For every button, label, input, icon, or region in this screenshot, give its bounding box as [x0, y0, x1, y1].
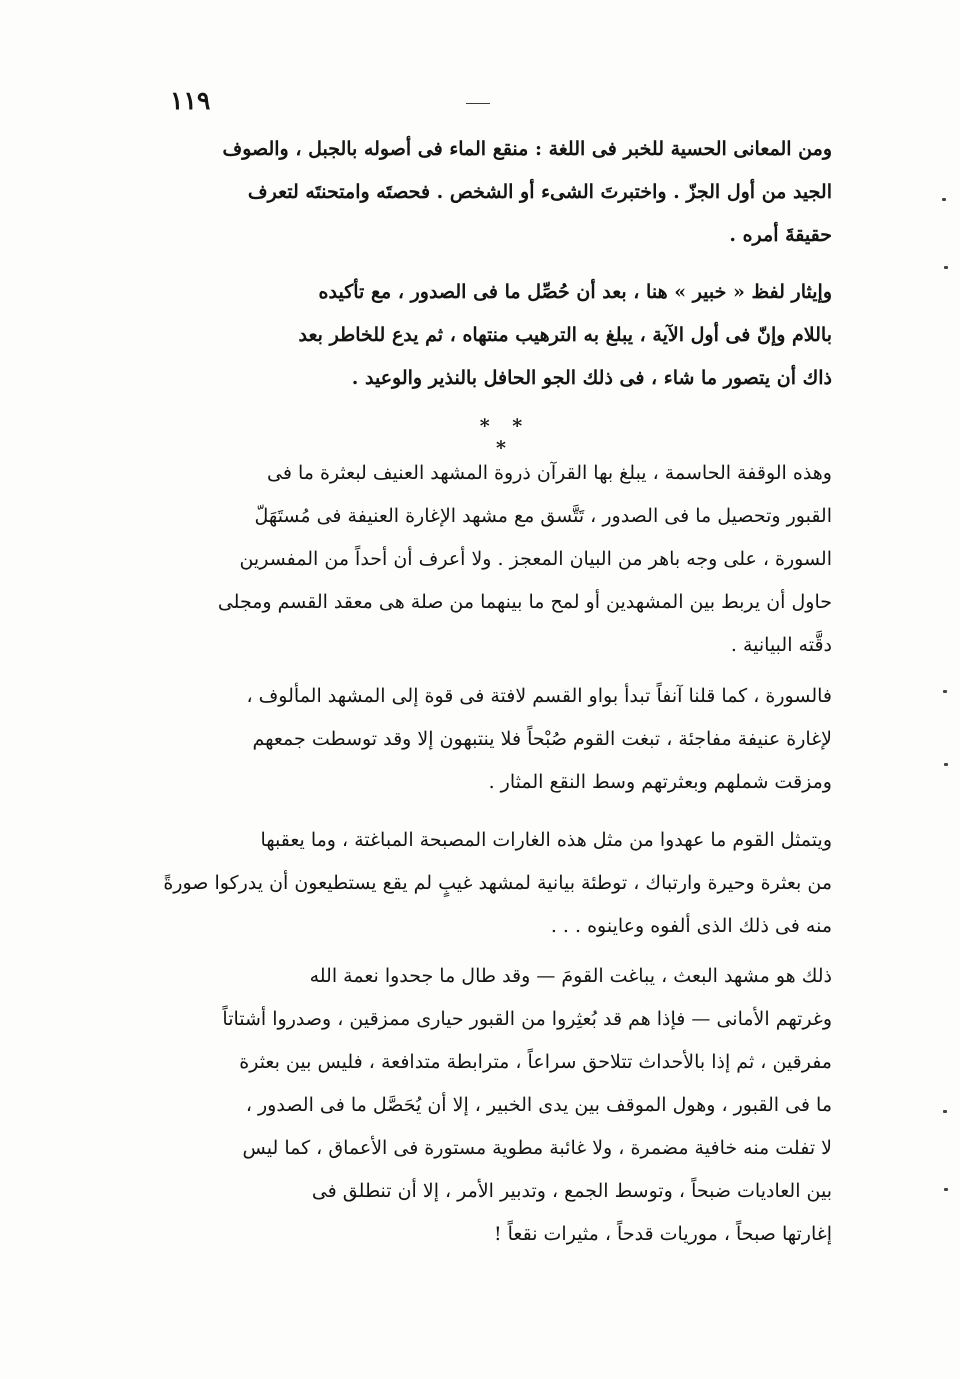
- text-line: ما فى القبور ، وهول الموقف بين يدى الخبير ، إلا أن يُحَصَّل ما فى الصدور ،: [245, 1094, 832, 1116]
- text-line: لا تفلت منه خافية مضمرة ، ولا غائبة مطوية مستورة فى الأعماق ، كما ليس: [242, 1137, 832, 1159]
- text-line: مفرقين ، ثم إذا بالأحداث تتلاحق سراعاً ، مترابطة متدافعة ، فليس بين بعثرة: [239, 1051, 832, 1073]
- header-rule: [466, 103, 490, 104]
- paragraph-5: [160, 819, 832, 948]
- text-line: لإغارة عنيفة مفاجئة ، تبغت القوم صُبْحاً فلا ينتبهون إلا وقد توسطت جمعهم: [252, 728, 832, 750]
- text-line: من بعثرة وحيرة وارتباك ، توطئة بيانية لمشهد غيبٍ لم يقع يستطيعون أن يدركوا صورةً: [163, 872, 832, 894]
- margin-speck: [944, 266, 948, 269]
- text-line: فالسورة ، كما قلنا آنفاً تبدأ بواو القسم لافتة فى قوة إلى المشهد المألوف ،: [246, 685, 832, 707]
- section-separator: * * *: [479, 415, 531, 459]
- paragraph-1: [160, 128, 832, 257]
- margin-speck: [944, 763, 948, 766]
- text-line: إغارتها صبحاً ، موريات قدحاً ، مثيرات نقعاً !: [493, 1223, 832, 1245]
- text-line: القبور وتحصيل ما فى الصدور ، تَتَّسق مع مشهد الإغارة العنيفة فى مُستَهَلّ: [254, 505, 832, 527]
- text-line: منه فى ذلك الذى ألفوه وعاينوه . . .: [550, 915, 832, 937]
- text-line: ومن المعانى الحسية للخبر فى اللغة : منقع الماء فى أصوله بالجبل ، والصوف: [222, 138, 832, 160]
- text-line: وهذه الوقفة الحاسمة ، يبلغ بها القرآن ذروة المشهد العنيف لبعثرة ما فى: [267, 462, 832, 484]
- text-line: باللام وإنّ فى أول الآية ، يبلغ به الترهيب منتهاه ، ثم يدع للخاطر بعد: [298, 324, 832, 346]
- margin-speck: [943, 690, 947, 693]
- paragraph-2: [160, 271, 832, 400]
- page-number: ١١٩: [170, 86, 211, 115]
- text-line: حاول أن يربط بين المشهدين أو لمح ما بينهما من صلة هى معقد القسم ومجلى: [217, 591, 832, 613]
- text-line: دقَّته البيانية .: [730, 634, 832, 656]
- margin-speck: [943, 1110, 947, 1113]
- text-line: وغرتهم الأمانى — فإذا هم قد بُعثِروا من القبور حيارى ممزقين ، وصدروا أشتاتاً: [222, 1008, 832, 1030]
- text-line: بين العاديات ضبحاً ، وتوسط الجمع ، وتدبير الأمر ، إلا أن تنطلق فى: [311, 1180, 832, 1202]
- paragraph-3: [160, 452, 832, 667]
- text-line: ذلك هو مشهد البعث ، يباغت القومَ — وقد طال ما جحدوا نعمة الله: [309, 965, 832, 987]
- text-line: ذاك أن يتصور ما شاء ، فى ذلك الجو الحافل بالنذير والوعيد .: [351, 367, 832, 389]
- margin-speck: [942, 198, 946, 201]
- text-line: الجيد من أول الجزّ . واختبرتَ الشىء أو الشخص . فحصتَه وامتحنتَه لتعرف: [247, 181, 832, 203]
- paragraph-6: [160, 955, 832, 1256]
- text-line: ومزقت شملهم وبعثرتهم وسط النقع المثار .: [488, 771, 832, 793]
- text-line: السورة ، على وجه باهر من البيان المعجز . ولا أعرف أن أحداً من المفسرين: [239, 548, 832, 570]
- margin-speck: [944, 1188, 948, 1191]
- text-line: وإيثار لفظ « خبير » هنا ، بعد أن حُصِّل ما فى الصدور ، مع تأكيده: [318, 281, 832, 303]
- text-line: حقيقةَ أمره .: [729, 224, 832, 246]
- paragraph-4: [160, 675, 832, 804]
- text-line: ويتمثل القوم ما عهدوا من مثل هذه الغارات المصبحة المباغتة ، وما يعقبها: [260, 829, 832, 851]
